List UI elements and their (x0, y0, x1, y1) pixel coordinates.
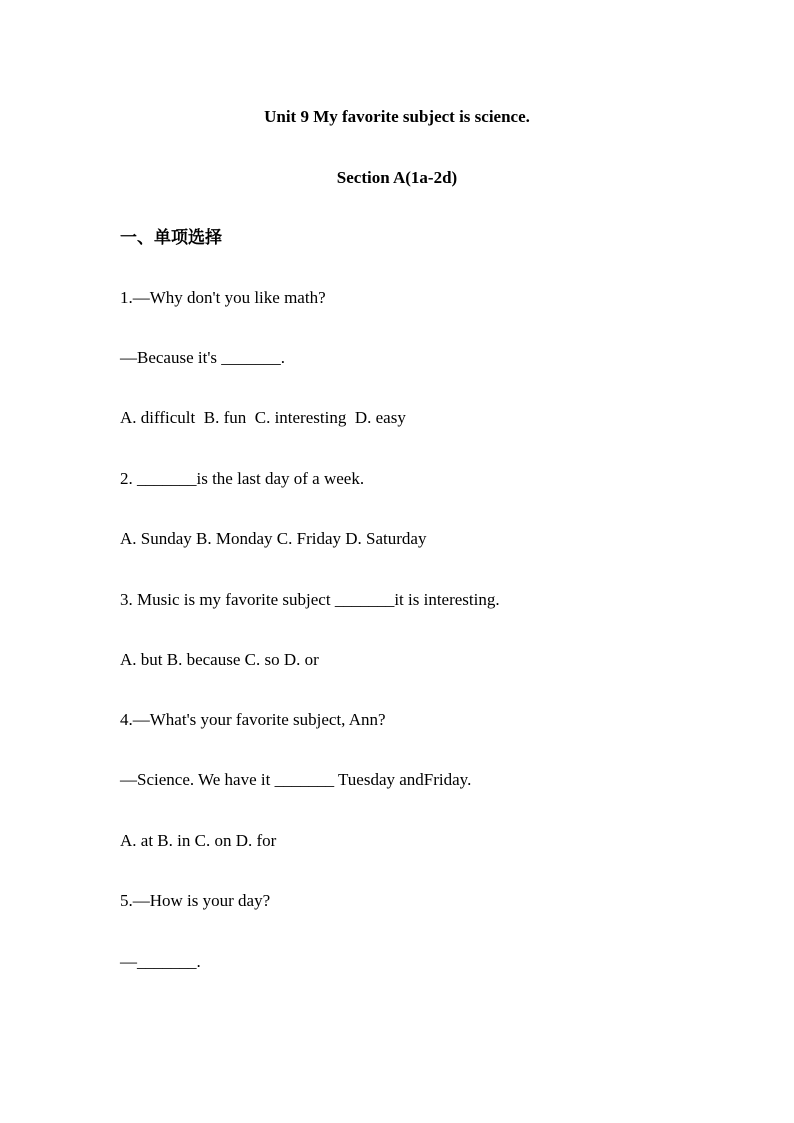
question-2-options: A. Sunday B. Monday C. Friday D. Saturday (120, 529, 427, 548)
question-3-stem: 3. Music is my favorite subject _______it is interesting. (120, 590, 500, 609)
section-heading: 一、单项选择 (120, 228, 222, 248)
question-1-response: —Because it's _______. (120, 348, 286, 367)
question-1-options: A. difficult B. fun C. interesting D. easy (120, 408, 406, 427)
question-2-stem: 2. _______is the last day of a week. (120, 469, 365, 488)
section-subtitle: Section A(1a-2d) (336, 168, 458, 187)
document-title: Unit 9 My favorite subject is science. (264, 107, 530, 126)
question-1-stem: 1.—Why don't you like math? (120, 288, 326, 307)
question-4-stem: 4.—What's your favorite subject, Ann? (120, 710, 386, 729)
question-3-options: A. but B. because C. so D. or (120, 650, 319, 669)
question-5-stem: 5.—How is your day? (120, 891, 271, 910)
question-4-options: A. at B. in C. on D. for (120, 831, 277, 850)
question-5-response: —_______. (120, 952, 201, 971)
question-4-response: —Science. We have it _______ Tuesday andFriday. (120, 770, 472, 789)
